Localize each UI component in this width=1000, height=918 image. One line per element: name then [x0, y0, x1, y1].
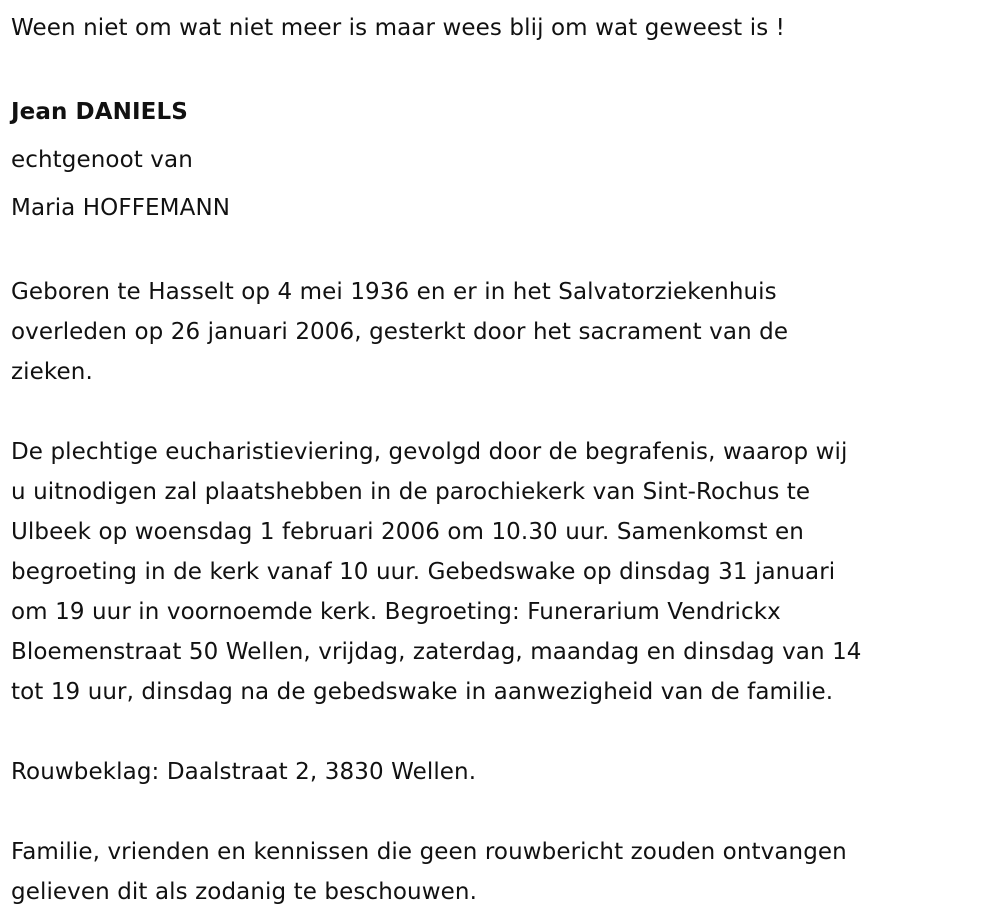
paragraph-line: om 19 uur in voornoemde kerk. Begroeting: Funerarium Vendrickx [11, 599, 781, 625]
paragraph-line: De plechtige eucharistieviering, gevolgd door de begrafenis, waarop wij [11, 439, 848, 465]
paragraph-line: Familie, vrienden en kennissen die geen rouwbericht zouden ontvangen [11, 839, 847, 865]
paragraph-line: u uitnodigen zal plaatshebben in de parochiekerk van Sint-Rochus te [11, 479, 811, 505]
paragraph-line: overleden op 26 januari 2006, gesterkt door het sacrament van de [11, 319, 789, 345]
closing-paragraph [11, 832, 986, 912]
paragraph-line: Ulbeek op woensdag 1 februari 2006 om 10.30 uur. Samenkomst en [11, 519, 804, 545]
spouse-name: Maria HOFFEMANN [11, 195, 231, 221]
paragraph-line: begroeting in de kerk vanaf 10 uur. Gebedswake op dinsdag 31 januari [11, 559, 836, 585]
obituary-notice [11, 8, 986, 912]
condolence-paragraph [11, 752, 986, 792]
deceased-name: Jean DANIELS [11, 99, 188, 125]
paragraph-line: gelieven dit als zodanig te beschouwen. [11, 879, 477, 905]
paragraph-line: Bloemenstraat 50 Wellen, vrijdag, zaterdag, maandag en dinsdag van 14 [11, 639, 862, 665]
relation-text: echtgenoot van [11, 147, 193, 173]
paragraph-line: zieken. [11, 359, 93, 385]
motto-text: Ween niet om wat niet meer is maar wees blij om wat geweest is ! [11, 15, 786, 41]
ceremony-paragraph [11, 432, 986, 712]
birth-death-paragraph [11, 272, 986, 392]
paragraph-line: Geboren te Hasselt op 4 mei 1936 en er in het Salvatorziekenhuis [11, 279, 777, 305]
paragraph-line: tot 19 uur, dinsdag na de gebedswake in aanwezigheid van de familie. [11, 679, 834, 705]
condolence-address: Rouwbeklag: Daalstraat 2, 3830 Wellen. [11, 759, 477, 785]
